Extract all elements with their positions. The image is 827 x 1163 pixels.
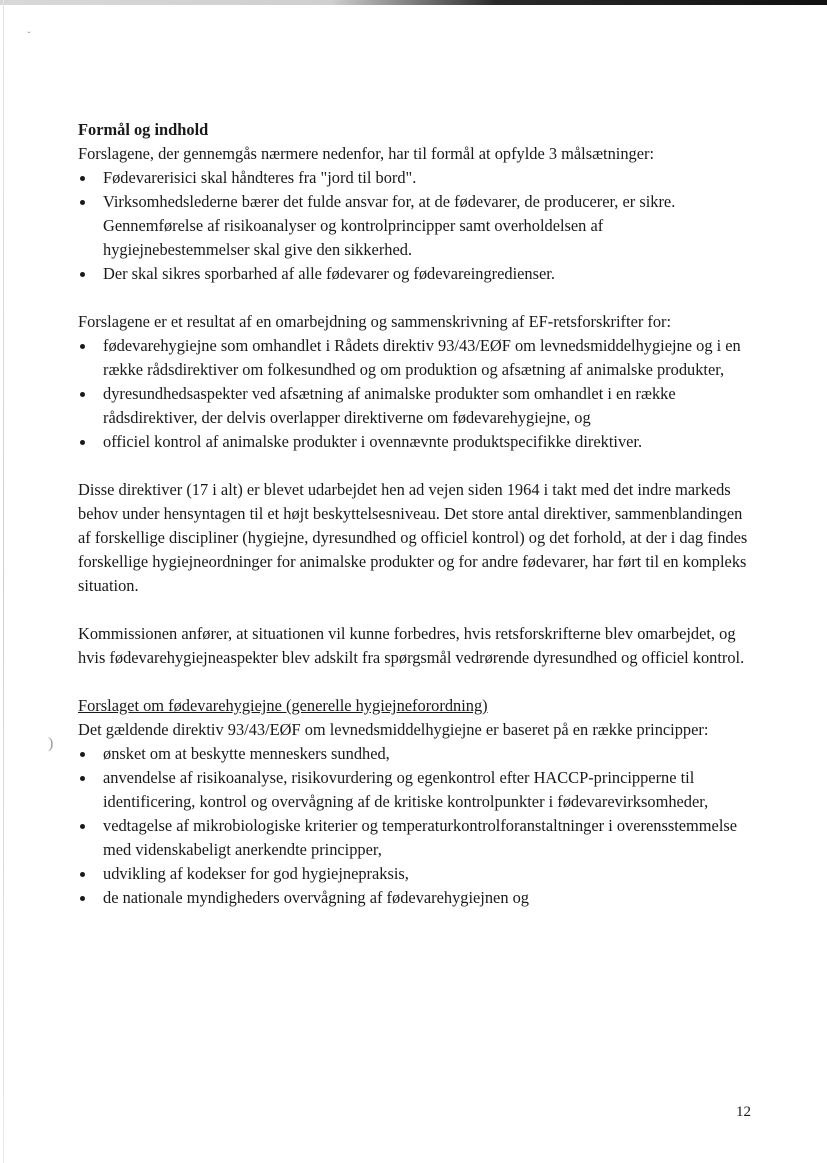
list-item: officiel kontrol af animalske produkter i ovennævnte produktspecifikke direktiver. bbox=[103, 432, 643, 451]
list-item: vedtagelse af mikrobiologiske kriterier og temperaturkontrolforanstaltninger i overensstemmelse med videnskabeligt anerkendte principper, bbox=[103, 816, 738, 859]
scan-left-edge bbox=[3, 0, 4, 1163]
page-number: 12 bbox=[736, 1104, 751, 1120]
list-item: Virksomhedslederne bærer det fulde ansvar for, at de fødevarer, de producerer, er sikre. Gennemførelse af risikoanalyser og kontrolprincipper samt overholdelsen af hygiejnebestemmelser skal give den sikkerhed. bbox=[103, 192, 676, 259]
list-item: Fødevarerisici skal håndteres fra "jord til bord". bbox=[103, 168, 417, 187]
paragraph: Disse direktiver (17 i alt) er blevet udarbejdet hen ad vejen siden 1964 i takt med det indre markeds behov under hensyntagen til et højt beskyttelsesniveau. Det store antal direktiver, sammenblandingen af forskellige discipliner (hygiejne, dyresundhed og officiel kontrol) og det forhold, at der i dag findes forskellige hygiejneordninger for animalske produkter og for andre fødevarer, har ført til en kompleks situation. bbox=[78, 480, 748, 595]
bullet-list bbox=[78, 334, 750, 454]
list-item: anvendelse af risikoanalyse, risikovurdering og egenkontrol efter HACCP-principperne til identificering, kontrol og overvågning af de kritiske kontrolpunkter i fødevarevirksomheder, bbox=[103, 768, 709, 811]
paragraph: Forslagene, der gennemgås nærmere nedenfor, har til formål at opfylde 3 målsætninger: bbox=[78, 144, 655, 163]
list-item: dyresundhedsaspekter ved afsætning af animalske produkter som omhandlet i en række rådsdirektiver, der delvis overlapper direktiverne om fødevarehygiejne, og bbox=[103, 384, 676, 427]
scan-speck: ˇ bbox=[27, 30, 31, 42]
list-item: ønsket om at beskytte menneskers sundhed, bbox=[103, 744, 390, 763]
section-heading: Formål og indhold bbox=[78, 120, 209, 139]
list-item: Der skal sikres sporbarhed af alle fødevarer og fødevareingredienser. bbox=[103, 264, 555, 283]
list-item: de nationale myndigheders overvågning af fødevarehygiejnen og bbox=[103, 888, 530, 907]
bullet-list bbox=[78, 742, 750, 910]
scan-speck: ) bbox=[48, 735, 54, 752]
paragraph: Forslagene er et resultat af en omarbejdning og sammenskrivning af EF-retsforskrifter for: bbox=[78, 312, 672, 331]
document-body bbox=[78, 118, 750, 910]
section-heading: Forslaget om fødevarehygiejne (generelle hygiejneforordning) bbox=[78, 696, 488, 715]
list-item: fødevarehygiejne som omhandlet i Rådets direktiv 93/43/EØF om levnedsmiddelhygiejne og i en række rådsdirektiver om folkesundhed og om produktion og afsætning af animalske produkter, bbox=[103, 336, 741, 379]
scan-top-edge bbox=[0, 0, 827, 5]
bullet-list bbox=[78, 166, 750, 286]
paragraph: Det gældende direktiv 93/43/EØF om levnedsmiddelhygiejne er baseret på en række principper: bbox=[78, 720, 709, 739]
list-item: udvikling af kodekser for god hygiejnepraksis, bbox=[103, 864, 409, 883]
paragraph: Kommissionen anfører, at situationen vil kunne forbedres, hvis retsforskrifterne blev omarbejdet, og hvis fødevarehygiejneaspekter blev adskilt fra spørgsmål vedrørende dyresundhed og officiel kontrol. bbox=[78, 624, 745, 667]
